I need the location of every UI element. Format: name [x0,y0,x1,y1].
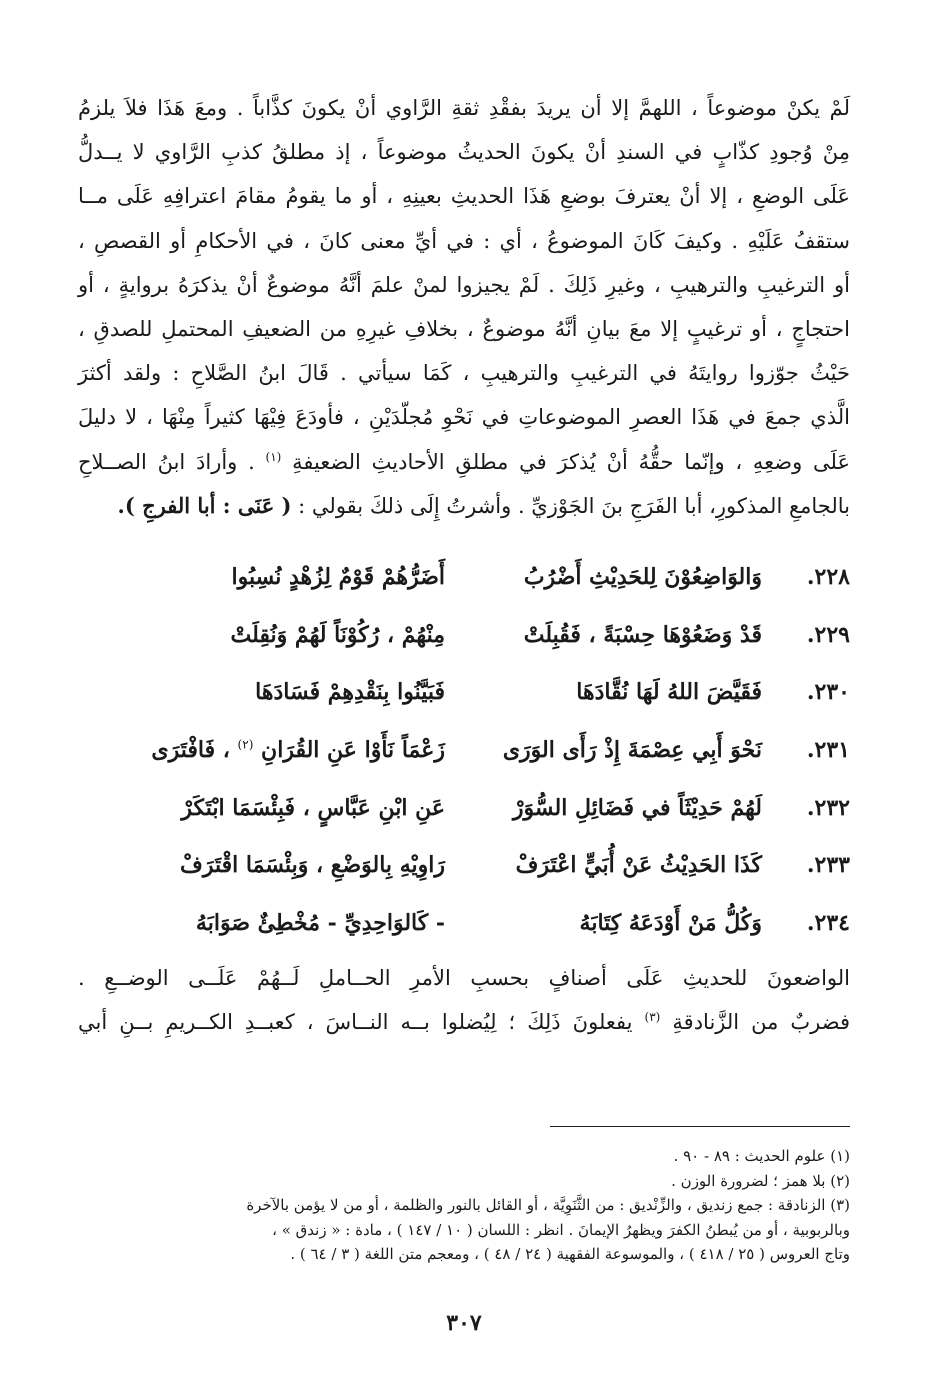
verse-second-hemistich: فَبَيَّنُوا بِنَقْدِهِمْ فَسَادَهَا [255,679,445,706]
verse-second-hemistich: أَضَرُّهُمْ قَوْمٌ لِزُهْدٍ نُسِبُوا [231,563,445,590]
text-line: الَّذي جمعَ في هَذَا العصرِ الموضوعاتِ في نَحْوِ مُجلّدَيْنِ ، فأودَعَ فِيْهَا كثيراً مِنْهَا ، لا دليلَ [78,405,850,430]
verse-first-hemistich: لَهُمْ حَدِيْثَاً في فَضَائِلِ السُّوَرْ [512,794,762,821]
footnote: (٢) بلا همز ؛ لضرورة الوزن . [671,1171,850,1190]
text-line: لَمْ يكنْ موضوعاً ، اللهمَّ إلا أن يريدَ بفقْدِ ثقةِ الرَّاوي أنْ يكونَ كذَّاباً . ومعَ هَذَا فلاَ يلزمُ [78,96,850,120]
verse-first-hemistich: قَدْ وَضَعُوْهَا حِسْبَةً ، فَقُبِلَتْ [523,621,762,648]
verse-first-hemistich: فَقَيَّضَ اللهُ لَهَا نُقَّادَهَا [576,679,762,706]
footnote-ref: (٣) [644,1010,661,1025]
verse-number: ٢٣٤. [806,910,850,936]
text-segment: عَلَى وضعِهِ ، وإنّما حقُّهُ أنْ يُذكرَ في مطلقِ الأحاديثِ الضعيفةِ $^{(١)}$ . وأرادَ ابنُ الصــلاحِ [78,449,850,474]
text-segment: بالجامعِ المذكورِ، أبا الفَرَجِ بنَ الجَوْزيِّ . وأشرتُ إِلَى ذلكَ بقولي : [298,493,850,518]
verse-first-hemistich: نَحْوَ أَبِي عِصْمَةَ إِذْ رَأَى الوَرَى [502,736,762,763]
verse-row [78,894,850,952]
verse-number: ٢٢٨. [806,563,850,590]
footnote: (١) علوم الحديث : ٨٩ - ٩٠ . [673,1147,850,1165]
verse-second-hemistich [78,737,445,763]
footnotes [78,1144,850,1267]
text-line: ستقفُ عَلَيْهِ . وكيفَ كَانَ الموضوعُ ، أي : في أيِّ معنى كانَ ، في الأحكامِ أو القصصِ ، [78,228,850,253]
verse-number: ٢٢٩. [806,621,850,648]
text-line: عَلَى الوضعِ ، إلا أنْ يعترفَ بوضعِ هَذَا الحديثِ بعينِهِ ، أو ما يقومُ مقامَ اعترافِهِ عَلَى مــا [78,184,850,209]
verse-row [78,606,850,664]
verse-row [78,836,850,894]
verse-first-hemistich: وَكُلُّ مَنْ أَوْدَعَهُ كِتَابَهُ [579,910,762,936]
text-line: الواضعونَ للحديثِ عَلَى أصنافٍ بحسبِ الأمرِ الحــاملِ لَــهُمْ عَلَــى الوضــعِ . [78,965,850,990]
footnote-ref: (١) [265,449,282,464]
footnote-ref: (٢) [237,737,254,752]
verse-second-hemistich: - كَالوَاحِدِيِّ - مُخْطِئٌ صَوَابَهُ [195,910,445,936]
verse-number: ٢٣١. [806,736,850,763]
commentary-paragraph [78,86,850,528]
verse-row [78,663,850,721]
footnote-separator [550,1126,850,1127]
verse-second-hemistich: مِنْهُمْ ، رُكُوْنَاً لَهُمْ وَنُقِلَتْ [230,621,445,648]
footnote: (٣) الزنادقة : جمع زنديق ، والزِّنْديق : من الثَّنَوِيَّة ، أو القائل بالنور والظلمة ، أو من لا يؤمن بالآخرة [246,1196,850,1214]
verse-second-hemistich: عَنِ ابْنِ عَبَّاسٍ ، فَبِئْسَمَا ابْتَكَرْ [181,794,445,821]
page-number: ٣٠٧ [446,1310,482,1336]
text-line [78,484,850,528]
verse-row [78,721,850,779]
text-segment: زَعْمَاً نَأَوْا عَنِ القُرَانِ [261,736,445,763]
verse-number: ٢٣٣. [806,852,850,879]
commentary-paragraph-2 [78,956,850,1044]
text-segment: ، فَافْتَرَى [151,736,230,763]
verse-number: ٢٣٠. [806,679,850,706]
text-line [78,440,850,484]
verse-first-hemistich: كَذَا الحَدِيْثُ عَنْ أُبَيٍّ اعْتَرَفْ [515,852,762,879]
verse-second-hemistich: رَاوِيْهِ بِالوَضْعِ ، وَبِئْسَمَا اقْتَرَفْ [180,852,445,879]
verse-quote: ( عَنَى : أبا الفرجِ ). [117,492,292,518]
verse-first-hemistich: وَالوَاضِعُوْنَ لِلحَدِيْثِ أَضْرُبُ [523,563,762,590]
footnote: وتاج العروس ( ٢٥ / ٤١٨ ) ، والموسوعة الفقهية ( ٢٤ / ٤٨ ) ، ومعجم متن اللغة ( ٣ / ٦٤ ) . [290,1245,850,1263]
text-line: مِنْ وُجودِ كذّابٍ في السندِ أنْ يكونَ الحديثُ موضوعاً ، إذ مطلقُ كذبِ الرَّاوي لا يــدلُّ [78,140,850,165]
text-line: احتجاجٍ ، أو ترغيبٍ إلا معَ بيانِ أنَّهُ موضوعٌ ، بخلافِ غيرِهِ من الضعيفِ المحتملِ للصدقِ ، [78,317,850,342]
verse-row [78,779,850,837]
verse-row [78,548,850,606]
verse-number: ٢٣٢. [806,794,850,821]
text-segment: يفعلونَ ذَلِكَ ؛ لِيُضلوا بــه النــاسَ ، كعبــدِ الكــريمِ بــنِ أبي [78,1010,633,1035]
text-line: أو الترغيبِ والترهيبِ ، وغيرِ ذَلِكَ . لَمْ يجيزوا لمنْ علمَ أنَّهُ موضوعٌ أنْ يذكرَهُ بروايةٍ ، أو [78,272,850,297]
footnote: وبالربوبية ، أو من يُبطنُ الكفرَ ويظهرُ الإيمانَ . انظر : اللسان ( ١٠ / ١٤٧ ) ، مادة : « زندق » ، [272,1220,850,1239]
book-page [78,86,850,1346]
text-line [78,1000,850,1044]
text-line: حَيْثُ جوّزوا روايتَهُ في الترغيبِ والترهيبِ ، كَمَا سيأتي . قَالَ ابنُ الصَّلاحِ : ولقد أكثرَ [78,361,850,386]
verse-list [78,548,850,952]
text-segment: فضربٌ من الزَّنادقةِ [672,1010,850,1035]
